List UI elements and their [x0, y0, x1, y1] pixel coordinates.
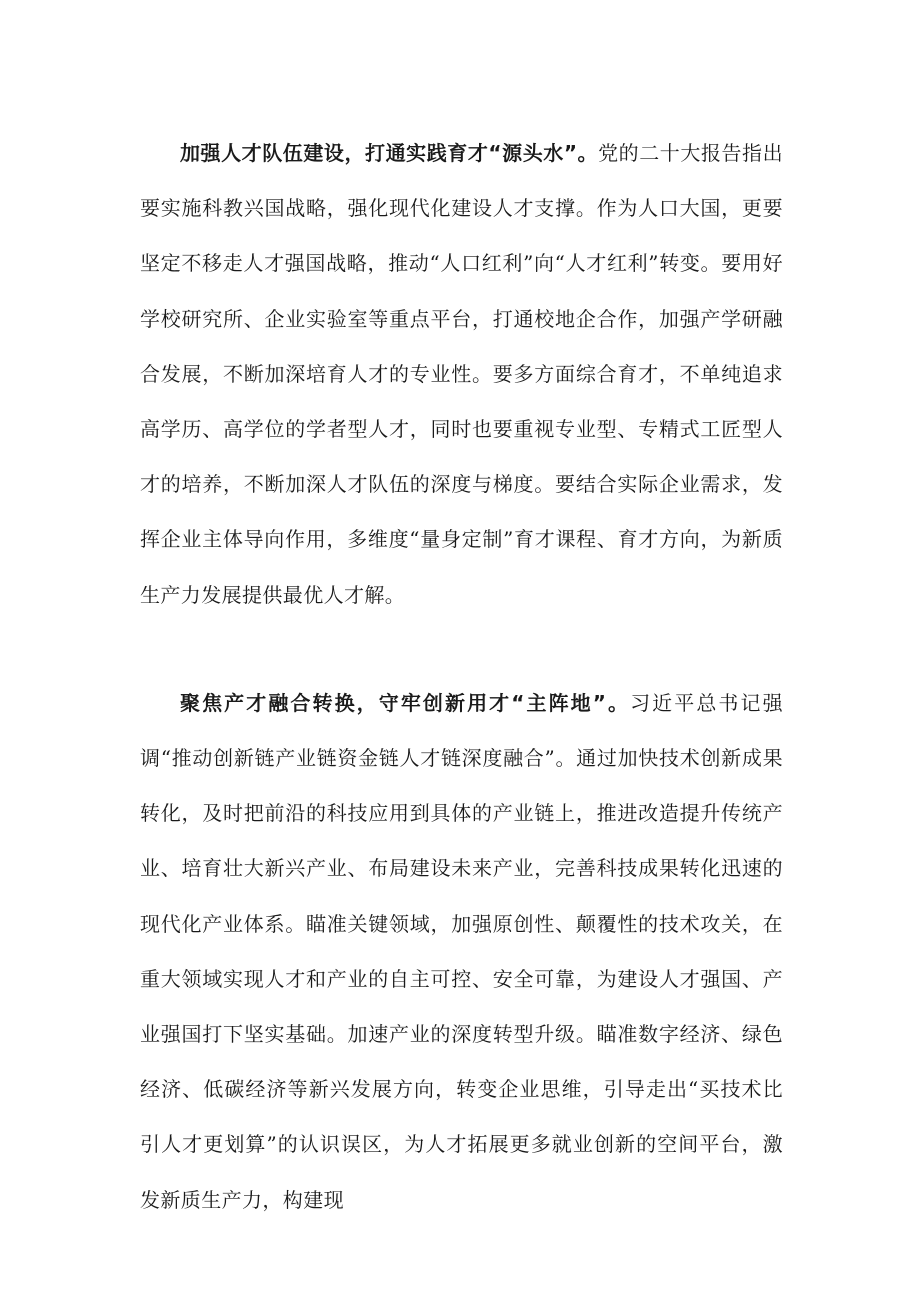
paragraph-body: 党的二十大报告指出要实施科教兴国战略，强化现代化建设人才支撑。作为人口大国，更要坚定不移走人才强国战略，推动“人口红利”向“人才红利”转变。要用好学校研究所、企业实验室等重点平台，打通校地企合作，加强产学研融合发展，不断加深培育人才的专业性。要多方面综合育才，不单纯追求高学历、高学位的学者型人才，同时也要重视专业型、专精式工匠型人才的培养，不断加深人才队伍的深度与梯度。要结合实际企业需求，发挥企业主体导向作用，多维度“量身定制”育才课程、育才方向，为新质生产力发展提供最优人才解。 — [140, 141, 783, 607]
paragraph-heading: 加强人才队伍建设，打通实践育才“源头水”。 — [180, 141, 599, 165]
paragraph-body: 习近平总书记强调“推动创新链产业链资金链人才链深度融合”。通过加快技术创新成果转化，及时把前沿的科技应用到具体的产业链上，推进改造提升传统产业、培育壮大新兴产业、布局建设未来产业，完善科技成果转化迅速的现代化产业体系。瞄准关键领域，加强原创性、颠覆性的技术攻关，在重大领域实现人才和产业的自主可控、安全可靠，为建设人才强国、产业强国打下坚实基础。加速产业的深度转型升级。瞄准数字经济、绿色经济、低碳经济等新兴发展方向，转变企业思维，引导走出“买技术比引人才更划算”的认识误区，为人才拓展更多就业创新的空间平台，激发新质生产力，构建现 — [140, 690, 783, 1212]
document-page — [140, 126, 783, 1228]
paragraph-talent-team — [140, 126, 783, 623]
paragraph-heading: 聚焦产才融合转换，守牢创新用才“主阵地”。 — [180, 690, 631, 715]
paragraph-industry-talent — [140, 676, 783, 1228]
